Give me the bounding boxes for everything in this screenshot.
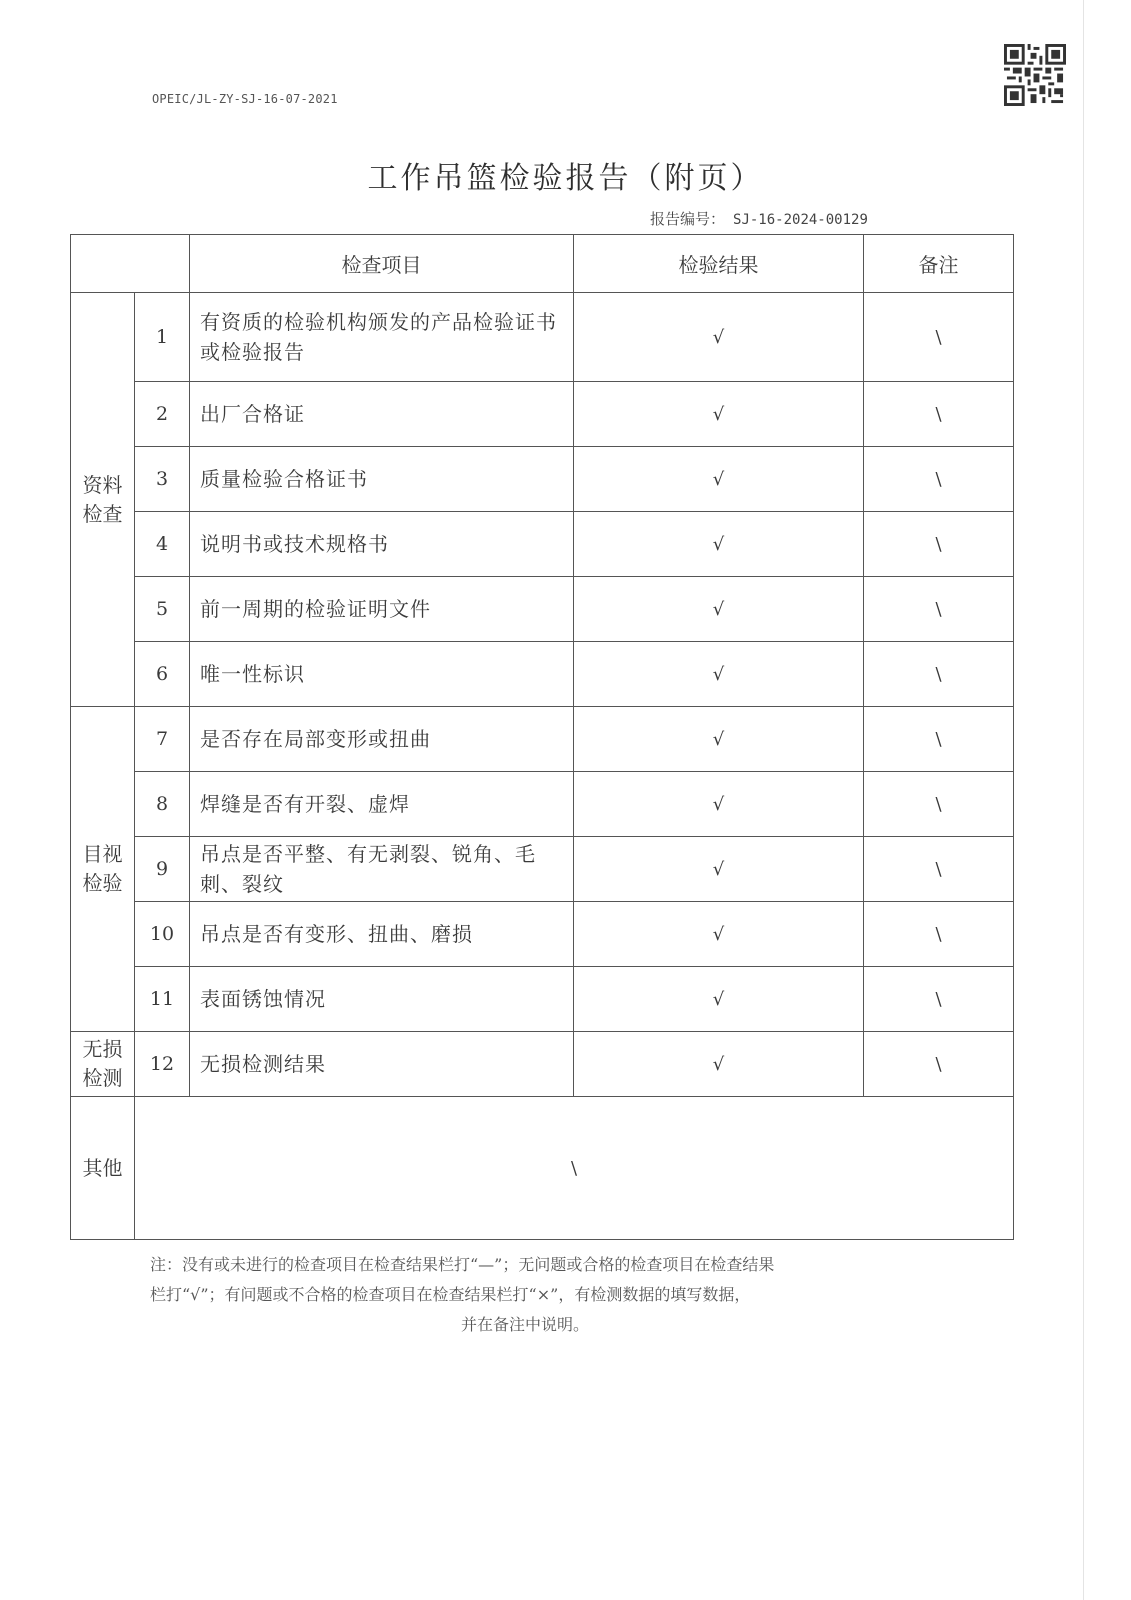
table-header-row (71, 235, 1014, 293)
column-header-remark: 备注 (864, 235, 1014, 293)
column-header-item: 检查项目 (190, 235, 574, 293)
header-blank-cell (71, 235, 190, 293)
table-row (71, 967, 1014, 1032)
row-item: 吊点是否有变形、扭曲、磨损 (190, 902, 574, 967)
row-number: 4 (135, 512, 190, 577)
row-number: 8 (135, 772, 190, 837)
table-row-other (71, 1097, 1014, 1240)
footnote-line-1: 注：没有或未进行的检查项目在检查结果栏打“—”；无问题或合格的检查项目在检查结果 (150, 1255, 775, 1274)
row-remark: \ (864, 642, 1014, 707)
row-remark: \ (864, 967, 1014, 1032)
row-remark: \ (864, 293, 1014, 382)
row-item: 有资质的检验机构颁发的产品检验证书或检验报告 (190, 293, 574, 382)
row-number: 7 (135, 707, 190, 772)
group-label-text: 目视检验 (82, 842, 123, 895)
row-result: √ (574, 902, 864, 967)
row-result: √ (574, 772, 864, 837)
row-number: 6 (135, 642, 190, 707)
row-item: 前一周期的检验证明文件 (190, 577, 574, 642)
qr-code-icon (1004, 44, 1066, 106)
footnote-line-3: 并在备注中说明。 (460, 1315, 589, 1334)
row-result: √ (574, 707, 864, 772)
row-result: √ (574, 1032, 864, 1097)
table-row (71, 642, 1014, 707)
footnote-line-2: 栏打“√”；有问题或不合格的检查项目在检查结果栏打“×”，有检测数据的填写数据， (150, 1285, 751, 1304)
group-label-visual-inspection (71, 707, 135, 1032)
row-item: 出厂合格证 (190, 382, 574, 447)
row-item: 焊缝是否有开裂、虚焊 (190, 772, 574, 837)
row-number: 2 (135, 382, 190, 447)
row-item: 说明书或技术规格书 (190, 512, 574, 577)
table-row (71, 837, 1014, 902)
column-header-result: 检验结果 (574, 235, 864, 293)
group-label-text: 资料检查 (82, 472, 123, 526)
row-result: √ (574, 577, 864, 642)
row-item: 表面锈蚀情况 (190, 967, 574, 1032)
footnote (150, 1250, 940, 1340)
row-item: 是否存在局部变形或扭曲 (190, 707, 574, 772)
row-result: √ (574, 967, 864, 1032)
row-remark: \ (864, 902, 1014, 967)
table-row (71, 577, 1014, 642)
table-row (71, 1032, 1014, 1097)
report-number-label: 报告编号： (650, 210, 726, 228)
group-label-document-check (71, 293, 135, 707)
row-remark: \ (864, 382, 1014, 447)
row-remark: \ (864, 512, 1014, 577)
row-remark: \ (864, 837, 1014, 902)
row-number: 10 (135, 902, 190, 967)
row-item: 吊点是否平整、有无剥裂、锐角、毛刺、裂纹 (190, 837, 574, 902)
row-remark: \ (864, 1032, 1014, 1097)
row-number: 1 (135, 293, 190, 382)
row-result: √ (574, 382, 864, 447)
table-row (71, 902, 1014, 967)
other-value: \ (135, 1097, 1014, 1240)
row-number: 3 (135, 447, 190, 512)
row-item: 无损检测结果 (190, 1032, 574, 1097)
table-row (71, 772, 1014, 837)
table-row (71, 293, 1014, 382)
row-remark: \ (864, 447, 1014, 512)
table-row (71, 707, 1014, 772)
report-number-value: SJ-16-2024-00129 (733, 212, 868, 228)
row-remark: \ (864, 707, 1014, 772)
row-number: 11 (135, 967, 190, 1032)
row-remark: \ (864, 577, 1014, 642)
table-row (71, 382, 1014, 447)
report-number (650, 208, 868, 229)
row-item: 质量检验合格证书 (190, 447, 574, 512)
row-result: √ (574, 293, 864, 382)
other-label: 其他 (71, 1097, 135, 1240)
row-number: 12 (135, 1032, 190, 1097)
row-result: √ (574, 642, 864, 707)
document-code: OPEIC/JL-ZY-SJ-16-07-2021 (152, 92, 338, 106)
group-label-ndt (71, 1032, 135, 1097)
table-row (71, 512, 1014, 577)
row-result: √ (574, 512, 864, 577)
row-remark: \ (864, 772, 1014, 837)
table-row (71, 447, 1014, 512)
page-title: 工作吊篮检验报告（附页） (367, 161, 764, 196)
row-result: √ (574, 447, 864, 512)
group-label-text: 无损检测 (82, 1037, 123, 1090)
row-number: 5 (135, 577, 190, 642)
inspection-table (70, 234, 1014, 1240)
page-margin-line (1083, 0, 1084, 1600)
row-result: √ (574, 837, 864, 902)
row-item: 唯一性标识 (190, 642, 574, 707)
row-number: 9 (135, 837, 190, 902)
